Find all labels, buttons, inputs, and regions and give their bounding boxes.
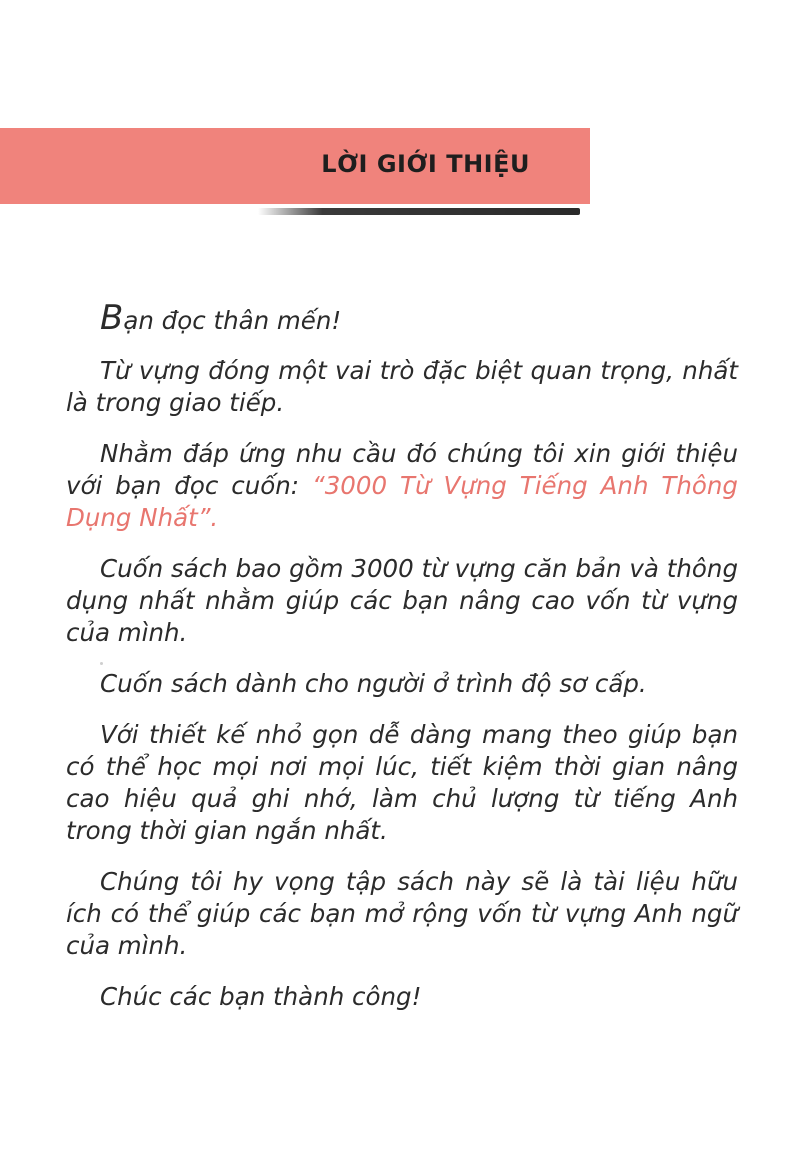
paragraph-hope: Chúng tôi hy vọng tập sách này sẽ là tài liệu hữu ích có thể giúp các bạn mở rộng vốn từ vựng Anh ngữ của mình. (66, 867, 738, 960)
introduction-body (66, 298, 738, 1032)
book-title: “3000 Từ Vựng Tiếng Anh Thông Dụng Nhất”. (66, 471, 738, 532)
closing-line: Chúc các bạn thành công! (100, 982, 422, 1011)
paragraph-design: Với thiết kế nhỏ gọn dễ dàng mang theo giúp bạn có thể học mọi nơi mọi lúc, tiết kiệm thời gian nâng cao hiệu quả ghi nhớ, làm chủ lượng từ tiếng Anh trong thời gian ngắn nhất. (66, 720, 738, 845)
page-title: LỜI GIỚI THIỆU (321, 150, 530, 178)
paper-speck (100, 662, 103, 665)
greeting-paragraph (66, 298, 738, 338)
header-band (0, 128, 590, 204)
paragraph-vocabulary-importance: Từ vựng đóng một vai trò đặc biệt quan trọng, nhất là trong giao tiếp. (66, 356, 738, 417)
book-intro-text: Nhằm đáp ứng nhu cầu đó chúng tôi xin giới thiệu với bạn đọc cuốn: (66, 439, 738, 500)
paragraph-audience: Cuốn sách dành cho người ở trình độ sơ cấp. (100, 669, 647, 698)
greeting-initial: B (100, 298, 124, 338)
paragraph-book-contents: Cuốn sách bao gồm 3000 từ vựng căn bản và thông dụng nhất nhằm giúp các bạn nâng cao vốn từ vựng của mình. (66, 554, 738, 647)
paragraph-book-introduction (66, 438, 738, 534)
header-rule (258, 208, 580, 215)
greeting-rest: ạn đọc thân mến! (123, 306, 342, 335)
